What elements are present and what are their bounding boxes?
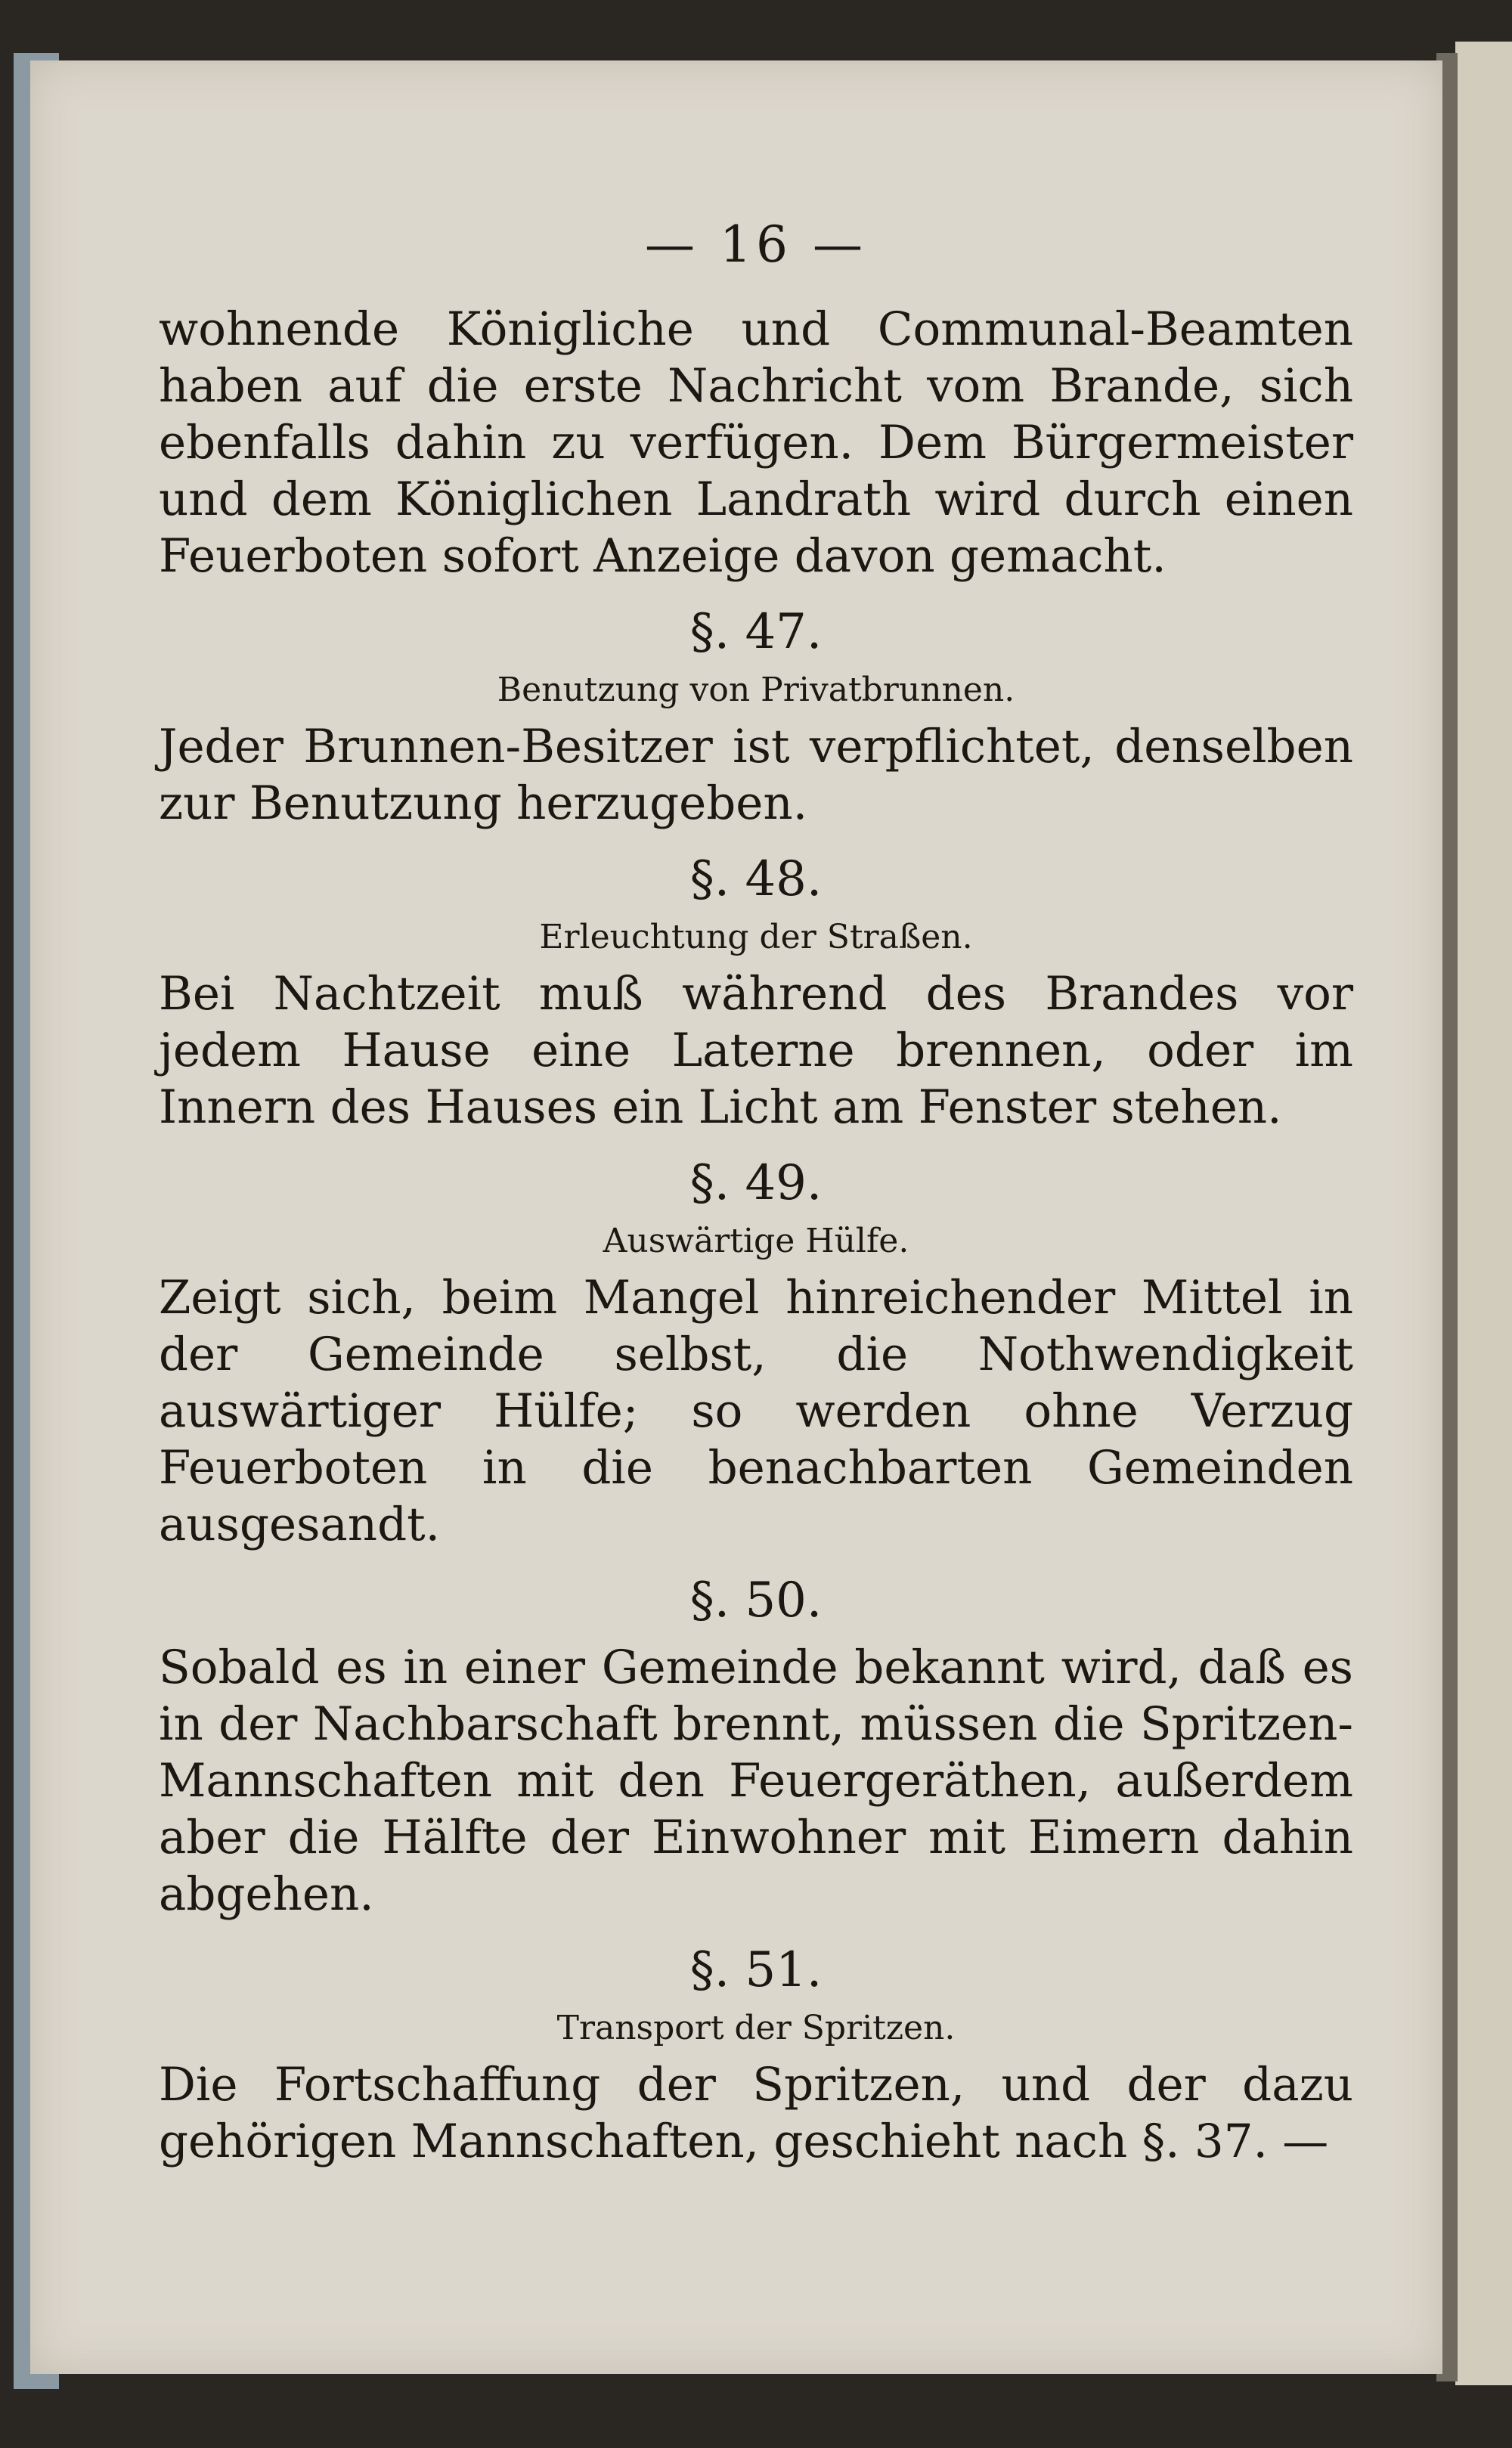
section-51-text: Die Fortschaffung der Spritzen, und der dazu gehörigen Mannschaften, geschieht nach §. 37. — [159, 2058, 1353, 2168]
section-49-text: Zeigt sich, beim Mangel hinreichender Mittel in der Gemeinde selbst, die Nothwendigkeit auswärtiger Hülfe; so werden ohne Verzug Feuerboten in die benachbarten Gemeinden ausgesandt. [159, 1271, 1353, 1551]
section-47-title: Benutzung von Privatbrunnen. [497, 671, 1015, 709]
section-48-title: Erleuchtung der Straßen. [539, 918, 973, 956]
section-49-number: §. 49. [689, 1155, 823, 1211]
section-47-number: §. 47. [689, 604, 823, 660]
section-49-title: Auswärtige Hülfe. [603, 1222, 909, 1260]
section-48-text: Bei Nachtzeit muß während des Brandes vor jedem Hause eine Laterne brennen, oder im Innern des Hauses ein Licht am Fenster stehen. [159, 967, 1353, 1134]
adjacent-page-edge [1455, 42, 1512, 2385]
section-47-text: Jeder Brunnen-Besitzer ist verpflichtet, denselben zur Benutzung herzugeben. [159, 720, 1353, 830]
section-48-number: §. 48. [689, 851, 823, 907]
section-51-number: §. 51. [689, 1942, 823, 1998]
paragraph-continuation: wohnende Königliche und Communal-Beamten haben auf die erste Nachricht vom Brande, sich ebenfalls dahin zu verfügen. Dem Bürgermeister und dem Königlichen Landrath wird durch einen Feuerboten sofort Anzeige davon gemacht. [159, 302, 1353, 583]
section-51-title: Transport der Spritzen. [556, 2009, 956, 2047]
page-content [159, 147, 1353, 2170]
section-50-number: §. 50. [689, 1573, 823, 1628]
section-50-text: Sobald es in einer Gemeinde bekannt wird, daß es in der Nachbarschaft brennt, müssen die Spritzen-Mannschaften mit den Feuergeräthen, außerdem aber die Hälfte der Einwohner mit Eimern dahin abgehen. [159, 1641, 1353, 1921]
page-number: — 16 — [645, 215, 867, 274]
